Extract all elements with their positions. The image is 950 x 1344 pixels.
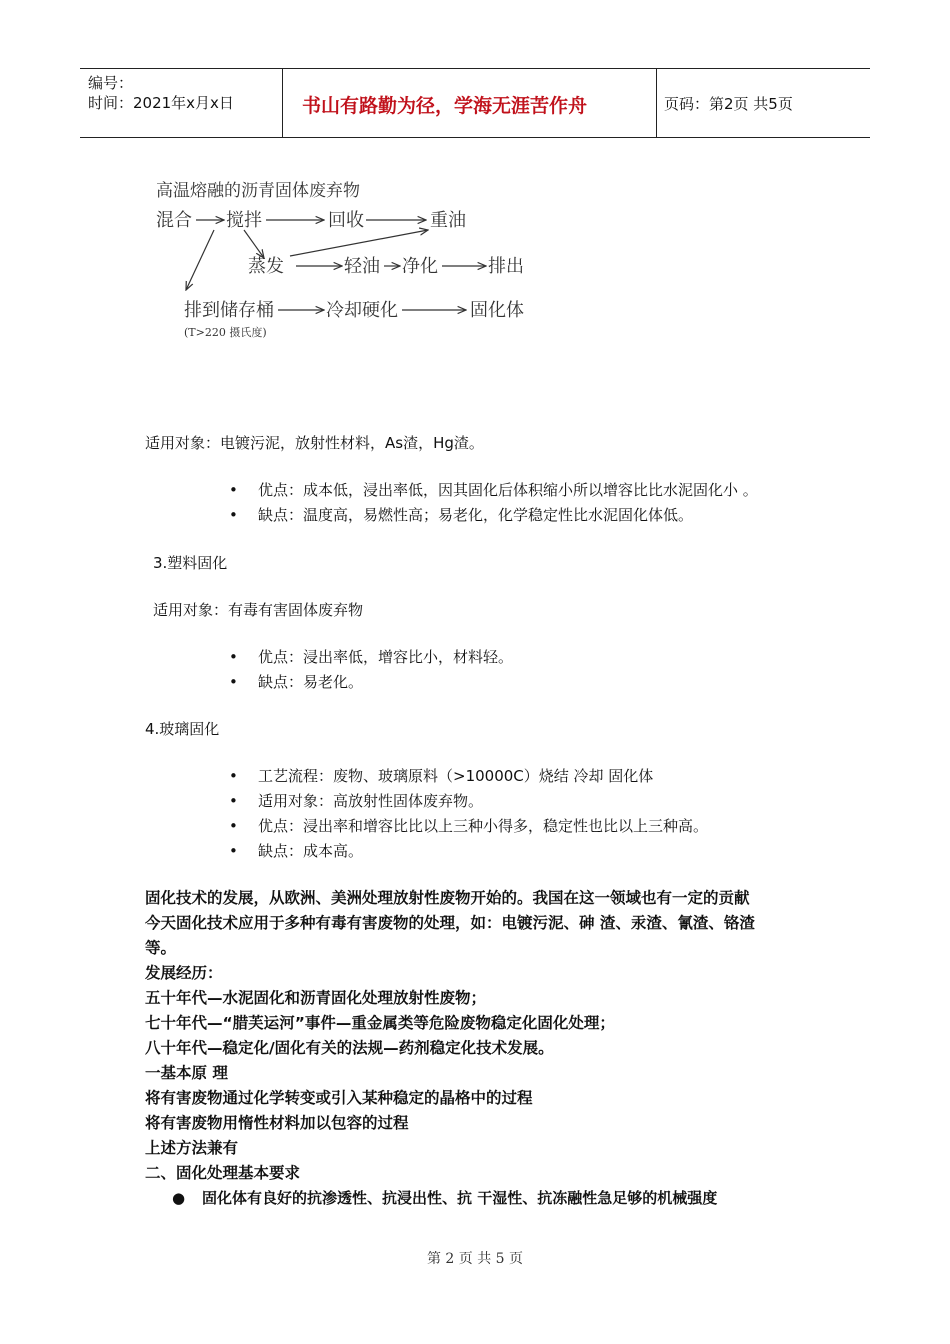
asphalt-con: 缺点：温度高，易燃性高；易老化，化学稳定性比水泥固化体低。 (258, 506, 694, 524)
glass-heading: 4.玻璃固化 (145, 720, 220, 738)
bullet: • (229, 481, 238, 499)
list-item (229, 791, 484, 811)
bullet: • (229, 767, 238, 785)
body-paragraph: 将有害废物通过化学转变或引入某种稳定的晶格中的过程 (145, 1089, 533, 1107)
node-solidified-body: 固化体 (470, 300, 524, 321)
list-item (229, 816, 709, 836)
plastic-pro: 优点：浸出率低，增容比小，材料轻。 (258, 648, 514, 666)
section-heading: 一基本原 理 (145, 1064, 228, 1082)
body-paragraph: 五十年代—水泥固化和沥青固化处理放射性废物； (145, 989, 487, 1007)
list-item (172, 1188, 718, 1208)
bullet: • (229, 842, 238, 860)
body-paragraph: 固化技术的发展，从欧洲、美洲处理放射性废物开始的。我国在这一领域也有一定的贡献 (145, 889, 750, 907)
bullet: • (229, 673, 238, 691)
bullet: • (229, 648, 238, 666)
bullet: • (229, 817, 238, 835)
glass-con: 缺点：成本高。 (258, 842, 364, 860)
diagram-temperature-note: (T>220 摄氏度) (184, 326, 267, 339)
node-light-oil: 轻油 (344, 256, 380, 277)
list-item (229, 841, 364, 861)
list-item (229, 766, 654, 786)
header-divider (656, 69, 657, 137)
asphalt-process-diagram (140, 170, 580, 350)
body-paragraph: 等。 (145, 939, 177, 957)
header-divider (282, 69, 283, 137)
node-mix: 混合 (156, 210, 192, 231)
plastic-applicable: 适用对象：有毒有害固体废弃物 (153, 601, 364, 619)
body-paragraph: 八十年代—稳定化/固化有关的法规—药剂稳定化技术发展。 (145, 1039, 554, 1057)
page-footer: 第 2 页 共 5 页 (426, 1251, 524, 1267)
body-paragraph: 将有害废物用惰性材料加以包容的过程 (145, 1114, 409, 1132)
header-code: 编号： (88, 74, 134, 92)
node-recover: 回收 (328, 210, 364, 231)
header-page-number: 页码：第2页 共5页 (664, 95, 793, 113)
bullet: • (229, 792, 238, 810)
bullet: ● (172, 1189, 186, 1207)
asphalt-pro: 优点：成本低，浸出率低，因其固化后体积缩小所以增容比比水泥固化小 。 (258, 481, 758, 499)
node-stir: 搅拌 (226, 210, 262, 231)
plastic-con: 缺点：易老化。 (258, 673, 364, 691)
glass-pro: 优点：浸出率和增容比比以上三种小得多，稳定性也比以上三种高。 (258, 817, 709, 835)
glass-applicable: 适用对象：高放射性固体废弃物。 (258, 792, 484, 810)
body-paragraph: 七十年代—“腊芙运河”事件—重金属类等危险废物稳定化固化处理； (145, 1014, 615, 1032)
node-heavy-oil: 重油 (430, 210, 466, 231)
plastic-heading: 3.塑料固化 (153, 554, 228, 572)
arrow-mix-drum (186, 230, 214, 290)
bullet: • (229, 506, 238, 524)
list-item (229, 647, 514, 667)
node-purify: 净化 (402, 256, 438, 277)
node-storage-drum: 排到储存桶 (184, 300, 274, 321)
body-paragraph: 上述方法兼有 (145, 1139, 239, 1157)
node-discharge: 排出 (488, 256, 524, 277)
list-item (229, 672, 364, 692)
node-cool-harden: 冷却硬化 (326, 300, 398, 321)
section-heading: 二、固化处理基本要求 (145, 1164, 301, 1182)
header-motto: 书山有路勤为径，学海无涯苦作舟 (302, 95, 588, 117)
header-meta (88, 73, 234, 113)
arrow-evap-heavy (290, 230, 428, 256)
page-header (80, 68, 870, 138)
header-date: 时间：2021年x月x日 (88, 94, 234, 112)
asphalt-applicable: 适用对象：电镀污泥，放射性材料，As渣，Hg渣。 (145, 434, 484, 452)
arrow-stir-evap (244, 230, 264, 258)
body-paragraph: 固化体有良好的抗渗透性、抗浸出性、抗 干湿性、抗冻融性急足够的机械强度 (202, 1189, 718, 1207)
body-paragraph: 今天固化技术应用于多种有毒有害废物的处理，如：电镀污泥、砷 渣、汞渣、氰渣、铬渣 (145, 914, 755, 932)
node-evaporate: 蒸发 (248, 256, 284, 277)
glass-process: 工艺流程：废物、玻璃原料（>10000C）烧结 冷却 固化体 (258, 767, 654, 785)
body-paragraph: 发展经历： (145, 964, 223, 982)
list-item (229, 480, 758, 500)
diagram-title: 高温熔融的沥青固体废弃物 (156, 181, 360, 201)
list-item (229, 505, 694, 525)
